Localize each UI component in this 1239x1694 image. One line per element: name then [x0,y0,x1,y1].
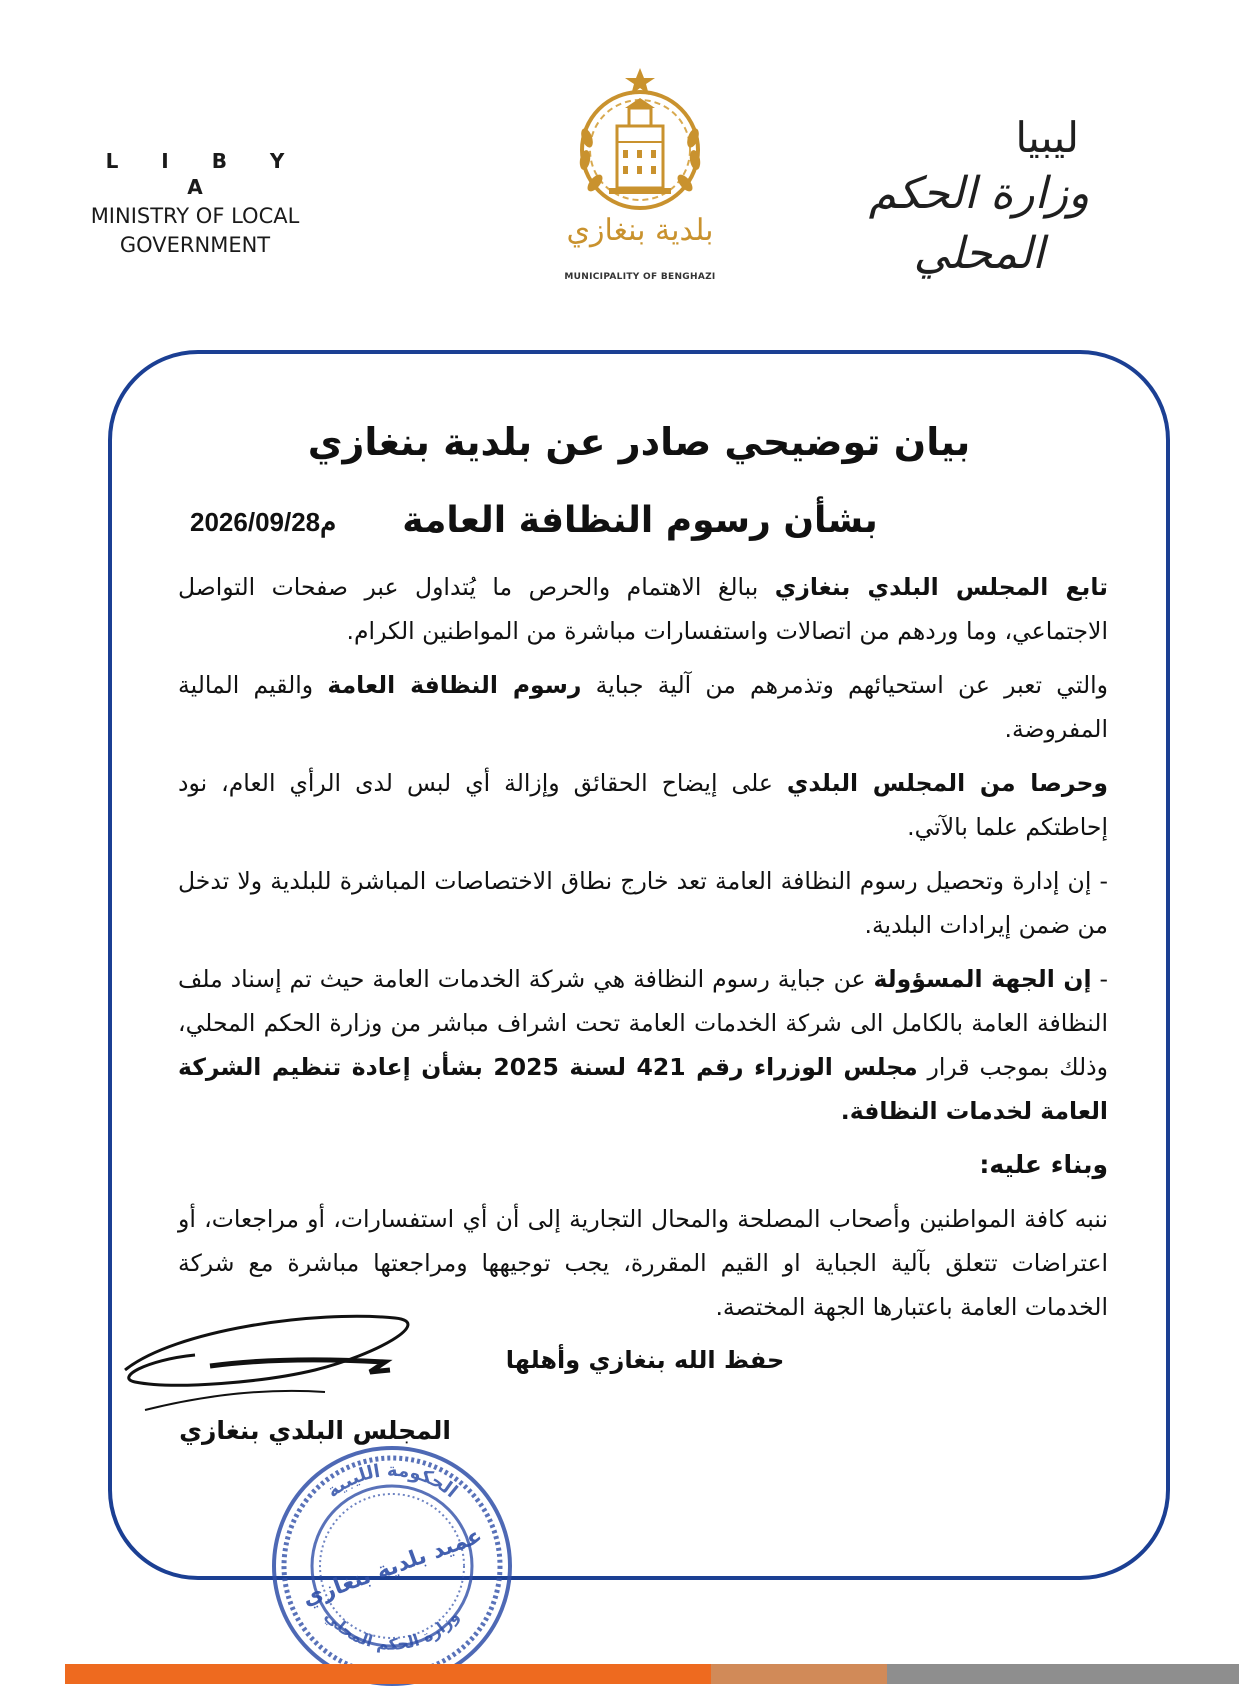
ministry-name-en-line2: GOVERNMENT [119,233,271,257]
country-name-en: L I B Y A [105,149,303,199]
svg-text:وزارة الحكم المحلي: وزارة الحكم المحلي [321,1606,463,1654]
paragraph-5 [178,957,1108,1133]
footer-color-bar [65,1664,1239,1684]
municipality-caption: MUNICIPALITY OF BENGHAZI [564,272,716,282]
svg-text:الحكومة الليبية: الحكومة الليبية [322,1459,462,1503]
paragraph-3-bold: وحرصا من المجلس البلدي [786,769,1109,797]
therefore-heading: وبناء عليه: [979,1150,1108,1179]
svg-text:بلدية بنغازي: بلدية بنغازي [566,213,714,248]
stamp-seal-icon [268,1442,516,1690]
paragraph-2-start: والتي تعبر عن استحيائهم وتذمرهم من آلية جباية [581,671,1108,699]
ministry-name-ar: وزارة الحكم المحلي [868,168,1090,279]
paragraph-6: ننبه كافة المواطنين وأصحاب المصلحة والمحال التجارية إلى أن أي استفسارات، أو مراجعات، أو اعتراضات تتعلق بآلية الجباية او القيم المقررة، يجب توجيهها ومراجعتها مباشرة مع شركة الخدمات العامة باعتبارها الجهة المختصة. [178,1205,1108,1321]
handwritten-signature [115,1300,435,1420]
document-body [178,565,1108,1339]
footer-bar-fade [711,1664,887,1684]
paragraph-2-end: والقيم المالية المفروضة. [178,671,1108,743]
paragraph-5-bold-1: إن الجهة المسؤولة [873,965,1092,993]
english-letterhead [60,148,330,258]
paragraph-3-text: على إيضاح الحقائق وإزالة أي لبس لدى الرأي العام، نود إحاطتكم علما بالآتي. [178,769,1108,841]
signature-icon [115,1300,435,1420]
document-subtitle: بشأن رسوم النظافة العامة [402,500,878,541]
ministry-name-en-line1: MINISTRY OF LOCAL [90,204,300,228]
paragraph-1 [178,565,1108,653]
footer-bar-orange [65,1664,711,1684]
paragraph-2 [178,663,1108,751]
paragraph-2-bold: رسوم النظافة العامة [327,671,582,699]
paragraph-3 [178,761,1108,849]
country-name-ar: ليبيا [1015,113,1079,162]
arabic-letterhead [839,112,1119,284]
svg-text:عميد بلدية بنغازي: عميد بلدية بنغازي [299,1523,486,1612]
municipality-emblem-icon [565,68,715,268]
paragraph-4: - إن إدارة وتحصيل رسوم النظافة العامة تعد خارج نطاق الاختصاصات المباشرة للبلدية ولا تدخل من ضمن إيرادات البلدية. [178,867,1108,939]
municipality-logo [565,68,715,288]
closing-line: حفظ الله بنغازي وأهلها [505,1346,785,1374]
paragraph-5-text: عن جباية رسوم النظافة هي شركة الخدمات العامة حيث تم إسناد ملف النظافة العامة بالكامل الى شركة الخدمات العامة تحت اشراف مباشر من وزارة الحكم المحلي، وذلك بموجب قرار [178,965,1108,1081]
document-title: بيان توضيحي صادر عن بلدية بنغازي [307,420,971,464]
paragraph-5-bold-2: مجلس الوزراء رقم 421 لسنة 2025 بشأن إعادة تنظيم الشركة العامة لخدمات النظافة. [178,1053,1108,1125]
official-stamp [268,1442,516,1690]
paragraph-1-text: ببالغ الاهتمام والحرص ما يُتداول عبر صفحات التواصل الاجتماعي، وما وردهم من اتصالات واستفسارات مباشرة من المواطنين الكرام. [178,573,1108,645]
signatory-name: المجلس البلدي بنغازي [179,1416,451,1445]
paragraph-1-bold: تابع المجلس البلدي بنغازي [774,573,1108,601]
paragraph-5-dash: - [1091,965,1108,993]
document-date: 2026/09/28م [190,507,337,537]
footer-bar-grey [887,1664,1239,1684]
